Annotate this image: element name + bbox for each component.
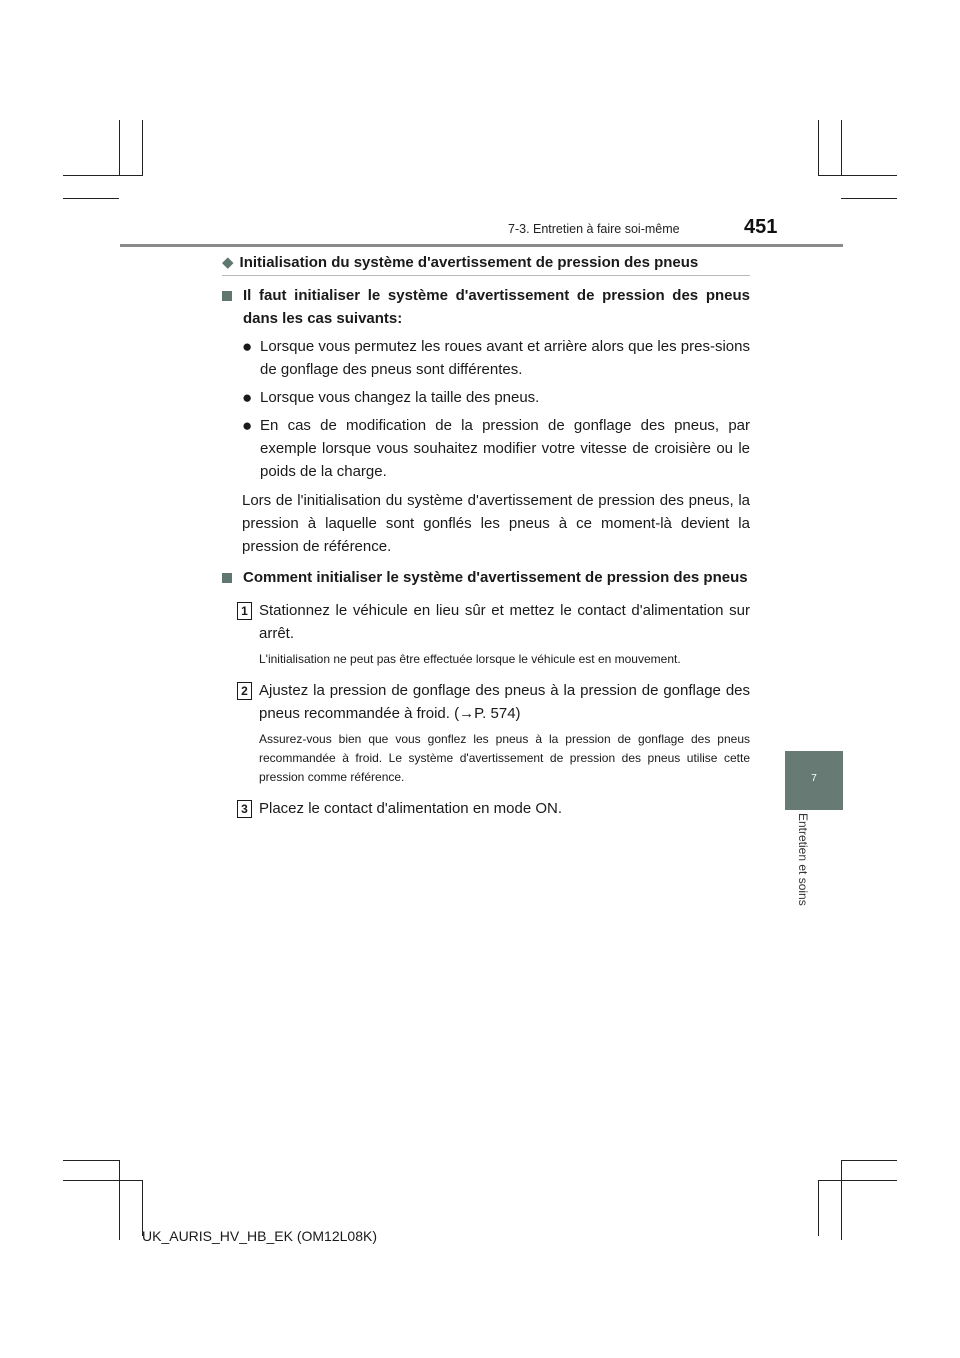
step-1 [237,599,750,645]
list-item-text: Lorsque vous permutez les roues avant et arrière alors que les pres-sions de gonflage des pneus sont différentes. [260,338,750,378]
step-text: Stationnez le véhicule en lieu sûr et mettez le contact d'alimentation sur arrêt. [259,602,750,642]
chapter-number: 7 [811,773,817,784]
step-number-badge: 2 [237,682,252,700]
document-code: UK_AURIS_HV_HB_EK (OM12L08K) [142,1228,377,1244]
crop-mark [119,120,120,176]
crop-mark [142,120,143,176]
crop-mark [841,1160,897,1161]
bullet-dot-icon: ● [242,388,253,407]
explanation-paragraph: Lors de l'initialisation du système d'avertissement de pression des pneus, la pression à laquelle sont gonflés les pneus à ce moment-là devient la pression de référence. [242,492,750,555]
crop-mark [841,198,897,199]
step-text: Ajustez la pression de gonflage des pneus à la pression de gonflage des pneus recommandée à froid. (→P. 574) [259,682,750,722]
crop-mark [818,1180,819,1236]
crop-mark [119,1160,120,1240]
subheading-text: Comment initialiser le système d'avertissement de pression des pneus [243,569,748,586]
subheading-how-to-initialize [222,566,750,589]
crop-mark [818,175,897,176]
header-rule [120,244,843,247]
crop-mark [841,120,842,176]
step-note: L'initialisation ne peut pas être effectuée lorsque le véhicule est en mouvement. [259,652,681,666]
step-number-badge: 3 [237,800,252,818]
section-label: 7-3. Entretien à faire soi-même [508,222,680,236]
bullet-dot-icon: ● [242,416,253,435]
crop-mark [63,1160,119,1161]
section-heading-text: Initialisation du système d'avertissement de pression des pneus [239,253,699,271]
list-item [242,386,750,409]
list-item-text: En cas de modification de la pression de gonflage des pneus, par exemple lorsque vous souhaitez modifier votre vitesse de croisière ou le poids de la charge. [260,417,750,480]
chapter-tab [785,751,843,810]
subheading-when-to-initialize [222,284,750,330]
main-content [222,253,750,820]
square-bullet-icon [222,284,228,330]
section-heading [222,253,750,276]
crop-mark [63,175,142,176]
chapter-title: Entretien et soins [796,813,810,906]
crop-mark [63,198,119,199]
step-2 [237,679,750,725]
step-text: Placez le contact d'alimentation en mode ON. [259,800,563,817]
diamond-icon: ◆ [222,254,234,271]
bullet-dot-icon: ● [242,337,253,356]
page-number: 451 [744,216,778,238]
square-bullet-icon [222,566,228,589]
list-item-text: Lorsque vous changez la taille des pneus. [260,389,540,406]
step-note: Assurez-vous bien que vous gonflez les pneus à la pression de gonflage des pneus recommandée à froid. Le système d'avertissement de pression des pneus utilise cette pression comme référence. [259,732,750,784]
crop-mark [841,1160,842,1240]
crop-mark [818,120,819,176]
subheading-text: Il faut initialiser le système d'avertissement de pression des pneus dans les cas suivants: [243,287,750,327]
step-number-badge: 1 [237,602,252,620]
list-item [242,335,750,381]
crop-mark [818,1180,897,1181]
list-item [242,414,750,483]
crop-mark [63,1180,142,1181]
step-3 [237,797,750,820]
